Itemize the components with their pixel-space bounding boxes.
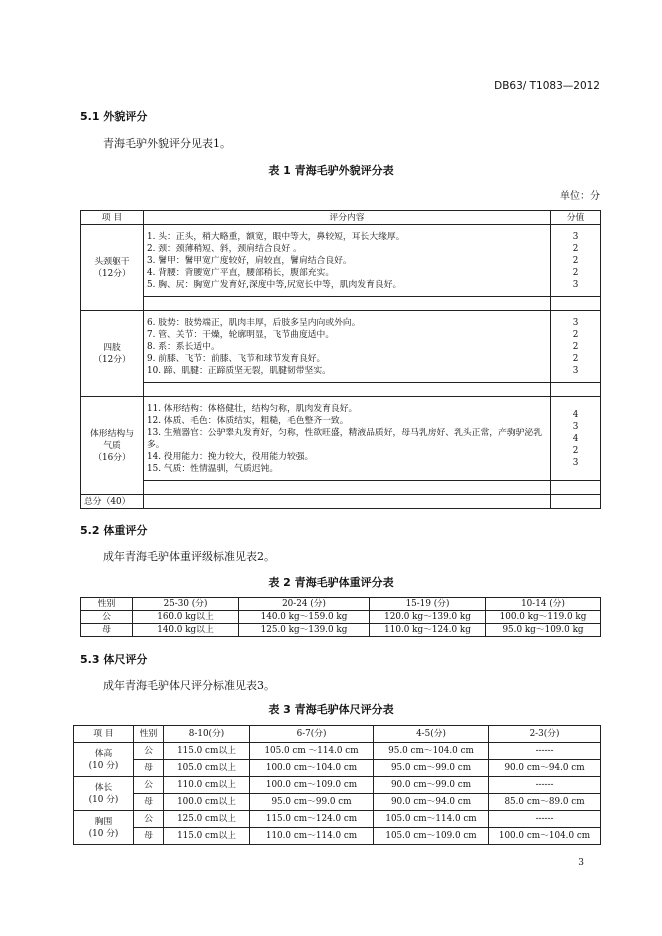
cell-value: 100.0 cm～104.0 cm (250, 760, 374, 777)
cell-value: ------ (489, 777, 601, 794)
table-row (74, 743, 601, 760)
section-title-appearance: 5.1 外貌评分 (80, 110, 148, 123)
section-title-weight: 5.2 体重评分 (80, 524, 148, 537)
cell-sex: 公 (134, 811, 164, 828)
weight-score-table (80, 597, 601, 637)
body-size-score-table (73, 725, 601, 845)
table3-header-score: 8-10(分) (164, 726, 250, 743)
score-list: 3 2 2 2 3 (551, 311, 601, 383)
cell-sex: 母 (134, 760, 164, 777)
table3-header-score: 6-7(分) (250, 726, 374, 743)
cell-value: 95.0 cm～104.0 cm (374, 743, 489, 760)
cell-value: 160.0 kg以上 (133, 611, 239, 624)
score-list: 4 3 4 2 3 (551, 397, 601, 481)
cell-value: 105.0 cm ～114.0 cm (250, 743, 374, 760)
cell-value: 95.0 cm～99.0 cm (374, 760, 489, 777)
cell-value: 115.0 cm以上 (164, 743, 250, 760)
table1-unit: 单位：分 (560, 191, 600, 202)
table-row (81, 624, 601, 637)
table3-caption: 表 3 青海毛驴体尺评分表 (268, 703, 394, 716)
cell-value: 95.0 kg～109.0 kg (486, 624, 601, 637)
cell-sex: 母 (134, 828, 164, 845)
group-label: 头颈躯干 （12分） (81, 225, 144, 311)
table-row (74, 828, 601, 845)
table2-caption: 表 2 青海毛驴体重评分表 (268, 576, 394, 589)
table3-header-item: 项 目 (74, 726, 134, 743)
cell-value: 90.0 cm～94.0 cm (374, 794, 489, 811)
table3-header-score: 2-3(分) (489, 726, 601, 743)
cell-value: 105.0 cm以上 (164, 760, 250, 777)
cell-value: 125.0 kg～139.0 kg (239, 624, 370, 637)
section-text-weight: 成年青海毛驴体重评级标准见表2。 (103, 550, 275, 563)
table-row (74, 811, 601, 828)
table2-header-score: 15-19 (分) (370, 598, 486, 611)
cell-value: 90.0 cm～94.0 cm (489, 760, 601, 777)
cell-value: 140.0 kg以上 (133, 624, 239, 637)
cell-value: 115.0 cm～124.0 cm (250, 811, 374, 828)
standard-code: DB63/ T1083—2012 (494, 80, 600, 92)
criteria-list: 6. 肢势：肢势端正，肌肉丰厚，后肢多呈内向或外向。 7. 管、关节：干燥，轮廓明显，飞节曲度适中。 8. 系：系长适中。 9. 前膝、飞节：前膝、飞节和球节发育良好。 10. 蹄、肌腱：正蹄质坚无裂，肌腱韧带坚实。 (144, 311, 551, 383)
criteria-list: 11. 体形结构：体格健壮，结构匀称，肌肉发育良好。 12. 体质、毛色：体质结实，粗糙，毛色整齐一致。 13. 生殖器官：公驴睾丸发育好，匀称，性欲旺盛，精液品质好，母马乳房好、乳头正常，产驹驴泌乳多。 14. 役用能力：挽力较大，役用能力较强。 15. 气质：性情温驯，气质迟钝。 (144, 397, 551, 481)
cell-value: 140.0 kg～159.0 kg (239, 611, 370, 624)
table2-header-score: 10-14 (分) (486, 598, 601, 611)
section-text-body-size: 成年青海毛驴体尺评分标准见表3。 (103, 679, 275, 692)
table-row (74, 794, 601, 811)
cell-value: 110.0 cm～114.0 cm (250, 828, 374, 845)
table-row (74, 760, 601, 777)
cell-value: 110.0 cm以上 (164, 777, 250, 794)
table1-header-score: 分值 (551, 211, 601, 225)
cell-sex: 母 (81, 624, 133, 637)
group-label: 体形结构与 气质 （16分） (81, 397, 144, 495)
table2-header-score: 25-30 (分) (133, 598, 239, 611)
cell-value: 125.0 cm以上 (164, 811, 250, 828)
cell-sex: 公 (134, 743, 164, 760)
table3-header-score: 4-5(分) (374, 726, 489, 743)
cell-value: 100.0 kg～119.0 kg (486, 611, 601, 624)
measure-label: 体长 (10 分) (74, 777, 134, 811)
cell-value: 100.0 cm～104.0 cm (489, 828, 601, 845)
section-title-body-size: 5.3 体尺评分 (80, 653, 148, 666)
cell-sex: 公 (134, 777, 164, 794)
cell-value: 95.0 cm～99.0 cm (250, 794, 374, 811)
appearance-score-table (80, 210, 601, 509)
measure-label: 胸围 (10 分) (74, 811, 134, 845)
table-row (81, 397, 601, 481)
cell-sex: 公 (81, 611, 133, 624)
section-text-appearance: 青海毛驴外貌评分见表1。 (103, 137, 231, 150)
table-row (81, 225, 601, 297)
table-row (81, 611, 601, 624)
cell-value: 100.0 cm以上 (164, 794, 250, 811)
cell-value: ------ (489, 743, 601, 760)
criteria-list: 1. 头：正头，稍大略重，额宽，眼中等大，鼻较短，耳长大缘厚。 2. 颈：颈薄稍短、斜，颈肩结合良好 。 3. 鬐甲：鬐甲宽广度较好，肩较直，鬐肩结合良好。 4. 背腰：背腰宽广平直，腰部稍长，腹部充实。 5. 胸、尻：胸宽广发育好,深度中等,尻宽长中等，肌肉发育良好。 (144, 225, 551, 297)
table3-header-sex: 性别 (134, 726, 164, 743)
table1-header-item: 项 目 (81, 211, 144, 225)
group-label: 四肢 （12分） (81, 311, 144, 397)
table2-header-sex: 性别 (81, 598, 133, 611)
table1-caption: 表 1 青海毛驴外貌评分表 (268, 164, 394, 177)
cell-sex: 母 (134, 794, 164, 811)
table1-total: 总分（40） (81, 495, 144, 509)
cell-value: 120.0 kg～139.0 kg (370, 611, 486, 624)
cell-value: 105.0 cm～114.0 cm (374, 811, 489, 828)
cell-value: 100.0 cm～109.0 cm (250, 777, 374, 794)
cell-value: 105.0 cm～109.0 cm (374, 828, 489, 845)
score-list: 3 2 2 2 3 (551, 225, 601, 297)
table1-header-content: 评分内容 (144, 211, 551, 225)
cell-value: 115.0 cm以上 (164, 828, 250, 845)
table-row (81, 311, 601, 383)
table2-header-score: 20-24 (分) (239, 598, 370, 611)
measure-label: 体高 (10 分) (74, 743, 134, 777)
cell-value: 90.0 cm～99.0 cm (374, 777, 489, 794)
page-number: 3 (578, 858, 584, 868)
cell-value: ------ (489, 811, 601, 828)
cell-value: 110.0 kg～124.0 kg (370, 624, 486, 637)
cell-value: 85.0 cm～89.0 cm (489, 794, 601, 811)
table-row (74, 777, 601, 794)
